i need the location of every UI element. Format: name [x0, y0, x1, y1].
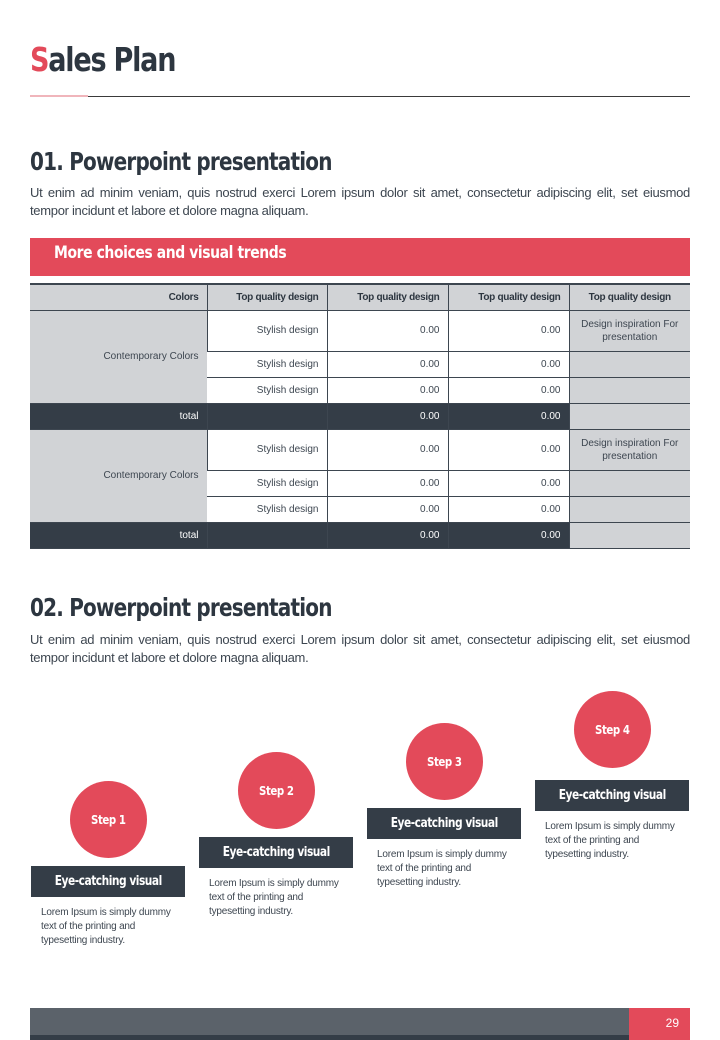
row-name: Stylish design	[207, 351, 327, 377]
step-4-label: Step 4	[595, 722, 630, 737]
row-value: 0.00	[448, 310, 569, 351]
row-value: 0.00	[327, 377, 448, 403]
step-1-title: Eye-catching visual	[54, 874, 162, 889]
step-3-label: Step 3	[427, 754, 462, 769]
table-header-cell: Top quality design	[327, 284, 448, 310]
step-4-text: Lorem Ipsum is simply dummy text of the printing and typesetting industry.	[545, 821, 675, 860]
row-value: 0.00	[448, 429, 569, 470]
total-value: 0.00	[448, 403, 569, 429]
total-spacer	[207, 403, 327, 429]
step-3-text: Lorem Ipsum is simply dummy text of the printing and typesetting industry.	[377, 849, 507, 888]
section1-heading: 01. Powerpoint presentation	[30, 147, 332, 176]
row-note	[569, 496, 690, 522]
step-3-title-bar	[367, 808, 521, 839]
step-1-title-bar	[31, 866, 185, 897]
table-header-cell: Colors	[30, 284, 207, 310]
row-value: 0.00	[327, 429, 448, 470]
row-name: Stylish design	[207, 470, 327, 496]
row-value: 0.00	[448, 496, 569, 522]
sales-table	[30, 283, 690, 549]
table-row	[30, 429, 690, 470]
table-header-row	[30, 284, 690, 310]
row-value: 0.00	[327, 470, 448, 496]
row-value: 0.00	[327, 351, 448, 377]
page-title-initial: S	[30, 40, 49, 79]
title-divider-accent	[30, 95, 88, 97]
row-value: 0.00	[327, 496, 448, 522]
table-banner	[30, 238, 690, 276]
page-title-rest: ales Plan	[48, 40, 176, 79]
step-1-label: Step 1	[91, 812, 126, 827]
row-note	[569, 470, 690, 496]
row-note: Design inspiration For presentation	[569, 429, 690, 470]
step-2-text: Lorem Ipsum is simply dummy text of the printing and typesetting industry.	[209, 878, 339, 917]
step-4-title: Eye-catching visual	[558, 788, 666, 803]
step-3-title: Eye-catching visual	[390, 816, 498, 831]
section2-paragraph: Ut enim ad minim veniam, quis nostrud exerci Lorem ipsum dolor sit amet, consectetur adipiscing elit, set eiusmod tempor incidunt et labore et dolore magna aliquam.	[30, 632, 690, 665]
table-header-cell: Top quality design	[207, 284, 327, 310]
row-value: 0.00	[327, 310, 448, 351]
total-empty	[569, 403, 690, 429]
row-note	[569, 377, 690, 403]
page-number: 29	[629, 1008, 690, 1040]
table-row	[30, 310, 690, 351]
total-empty	[569, 522, 690, 548]
group-label: Contemporary Colors	[30, 310, 207, 403]
row-name: Stylish design	[207, 310, 327, 351]
title-divider	[30, 96, 690, 97]
total-value: 0.00	[327, 522, 448, 548]
group-label: Contemporary Colors	[30, 429, 207, 522]
step-2-title-bar	[199, 837, 353, 868]
table-header-cell: Top quality design	[569, 284, 690, 310]
row-value: 0.00	[448, 470, 569, 496]
total-label: total	[30, 403, 207, 429]
step-2-label: Step 2	[259, 783, 294, 798]
row-value: 0.00	[448, 351, 569, 377]
step-1-circle	[70, 781, 147, 858]
row-name: Stylish design	[207, 496, 327, 522]
row-note: Design inspiration For presentation	[569, 310, 690, 351]
footer-bar	[30, 1008, 629, 1035]
step-2-title: Eye-catching visual	[222, 845, 330, 860]
section2-heading: 02. Powerpoint presentation	[30, 593, 332, 622]
total-value: 0.00	[448, 522, 569, 548]
total-label: total	[30, 522, 207, 548]
step-4-circle	[574, 691, 651, 768]
step-4-title-bar	[535, 780, 689, 811]
step-1-text: Lorem Ipsum is simply dummy text of the printing and typesetting industry.	[41, 907, 171, 946]
row-name: Stylish design	[207, 429, 327, 470]
row-value: 0.00	[448, 377, 569, 403]
page-title	[30, 40, 175, 80]
step-2-circle	[238, 752, 315, 829]
total-row	[30, 403, 690, 429]
section1-paragraph: Ut enim ad minim veniam, quis nostrud exerci Lorem ipsum dolor sit amet, consectetur adipiscing elit, set eiusmod tempor incidunt et labore et dolore magna aliquam.	[30, 185, 690, 218]
total-spacer	[207, 522, 327, 548]
table-banner-label: More choices and visual trends	[54, 243, 287, 263]
row-name: Stylish design	[207, 377, 327, 403]
total-value: 0.00	[327, 403, 448, 429]
table-header-cell: Top quality design	[448, 284, 569, 310]
total-row	[30, 522, 690, 548]
footer-line	[30, 1035, 690, 1040]
row-note	[569, 351, 690, 377]
step-3-circle	[406, 723, 483, 800]
